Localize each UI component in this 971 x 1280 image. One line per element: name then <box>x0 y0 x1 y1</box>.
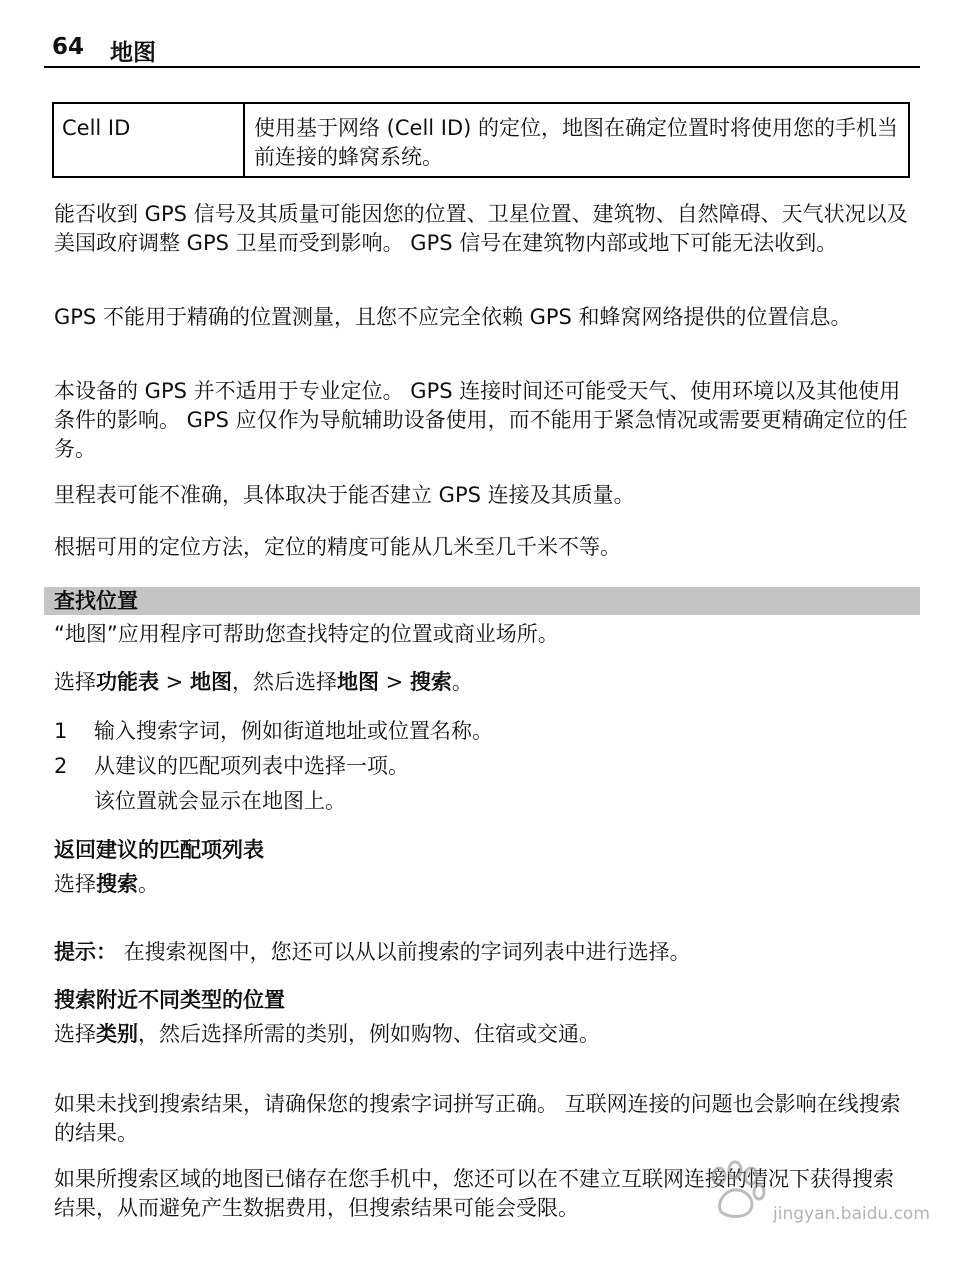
nearby-instruction <box>54 1020 914 1049</box>
select-instruction <box>54 668 914 697</box>
table-column-divider <box>243 104 245 176</box>
nearby-text: ，然后选择所需的类别，例如购物、住宿或交通。 <box>138 1022 600 1046</box>
select-prefix: 选择 <box>54 670 96 694</box>
back-instruction <box>54 870 914 899</box>
step-note: 该位置就会显示在地图上。 <box>94 789 346 813</box>
watermark-url: jingyan.baidu.com <box>773 1204 930 1224</box>
paragraph-odometer: 里程表可能不准确，具体取决于能否建立 GPS 连接及其质量。 <box>54 483 635 507</box>
step-number: 2 <box>54 754 68 778</box>
nearby-heading: 搜索附近不同类型的位置 <box>54 988 285 1012</box>
tip-text: 在搜索视图中，您还可以从以前搜索的字词列表中进行选择。 <box>123 940 691 964</box>
section-header-bar <box>44 587 920 615</box>
paragraph-offline-search: 如果所搜索区域的地图已储存在您手机中，您还可以在不建立互联网连接的情况下获得搜索结果，从而避免产生数据费用，但搜索结果可能会受限。 <box>54 1167 894 1220</box>
back-prefix: 选择 <box>54 872 96 896</box>
maps-link-2[interactable]: 地图 <box>336 670 379 694</box>
section-title: 查找位置 <box>54 589 138 613</box>
back-end: 。 <box>138 872 159 896</box>
table-value-cell: 使用基于网络 (Cell ID) 的定位，地图在确定位置时将使用您的手机当前连接的蜂窝系统。 <box>254 116 899 169</box>
search-link-back[interactable]: 搜索 <box>96 872 138 896</box>
back-heading: 返回建议的匹配项列表 <box>54 838 264 862</box>
paragraph-gps-professional: 本设备的 GPS 并不适用于专业定位。 GPS 连接时间还可能受天气、使用环境以及其他使用条件的影响。 GPS 应仅作为导航辅助设备使用，而不能用于紧急情况或需要更精确定位的任务。 <box>54 379 908 461</box>
page-title: 地图 <box>110 40 156 66</box>
header-divider <box>44 66 920 68</box>
table-key-cell: Cell ID <box>62 116 131 140</box>
baidu-watermark <box>701 1160 930 1232</box>
select-end: 。 <box>451 670 473 694</box>
menu-link[interactable]: 功能表 <box>96 670 159 694</box>
maps-link[interactable]: 地图 <box>189 670 232 694</box>
category-link[interactable]: 类别 <box>96 1022 138 1046</box>
path-separator: > <box>159 670 190 694</box>
section-intro: “地图”应用程序可帮助您查找特定的位置或商业场所。 <box>54 622 559 646</box>
step-text: 输入搜索字词，例如街道地址或位置名称。 <box>94 719 493 743</box>
tip <box>54 938 914 967</box>
page-number: 64 <box>52 34 85 60</box>
nearby-prefix: 选择 <box>54 1022 96 1046</box>
paragraph-gps-signal: 能否收到 GPS 信号及其质量可能因您的位置、卫星位置、建筑物、自然障碍、天气状况以及美国政府调整 GPS 卫星而受到影响。 GPS 信号在建筑物内部或地下可能无法收到。 <box>54 202 908 255</box>
select-mid: ，然后选择 <box>231 670 337 694</box>
paragraph-positioning-method: 根据可用的定位方法，定位的精度可能从几米至几千米不等。 <box>54 535 621 559</box>
baidu-paw-icon <box>701 1160 771 1220</box>
cell-id-table <box>52 102 910 178</box>
tip-label: 提示： <box>54 940 117 964</box>
paragraph-no-results: 如果未找到搜索结果，请确保您的搜索字词拼写正确。 互联网连接的问题也会影响在线搜索的结果。 <box>54 1092 901 1145</box>
path-separator-2: > <box>378 670 410 694</box>
paragraph-gps-accuracy: GPS 不能用于精确的位置测量，且您不应完全依赖 GPS 和蜂窝网络提供的位置信息。 <box>54 305 852 329</box>
step-number: 1 <box>54 719 68 743</box>
step-text: 从建议的匹配项列表中选择一项。 <box>94 754 409 778</box>
search-link[interactable]: 搜索 <box>409 670 452 694</box>
